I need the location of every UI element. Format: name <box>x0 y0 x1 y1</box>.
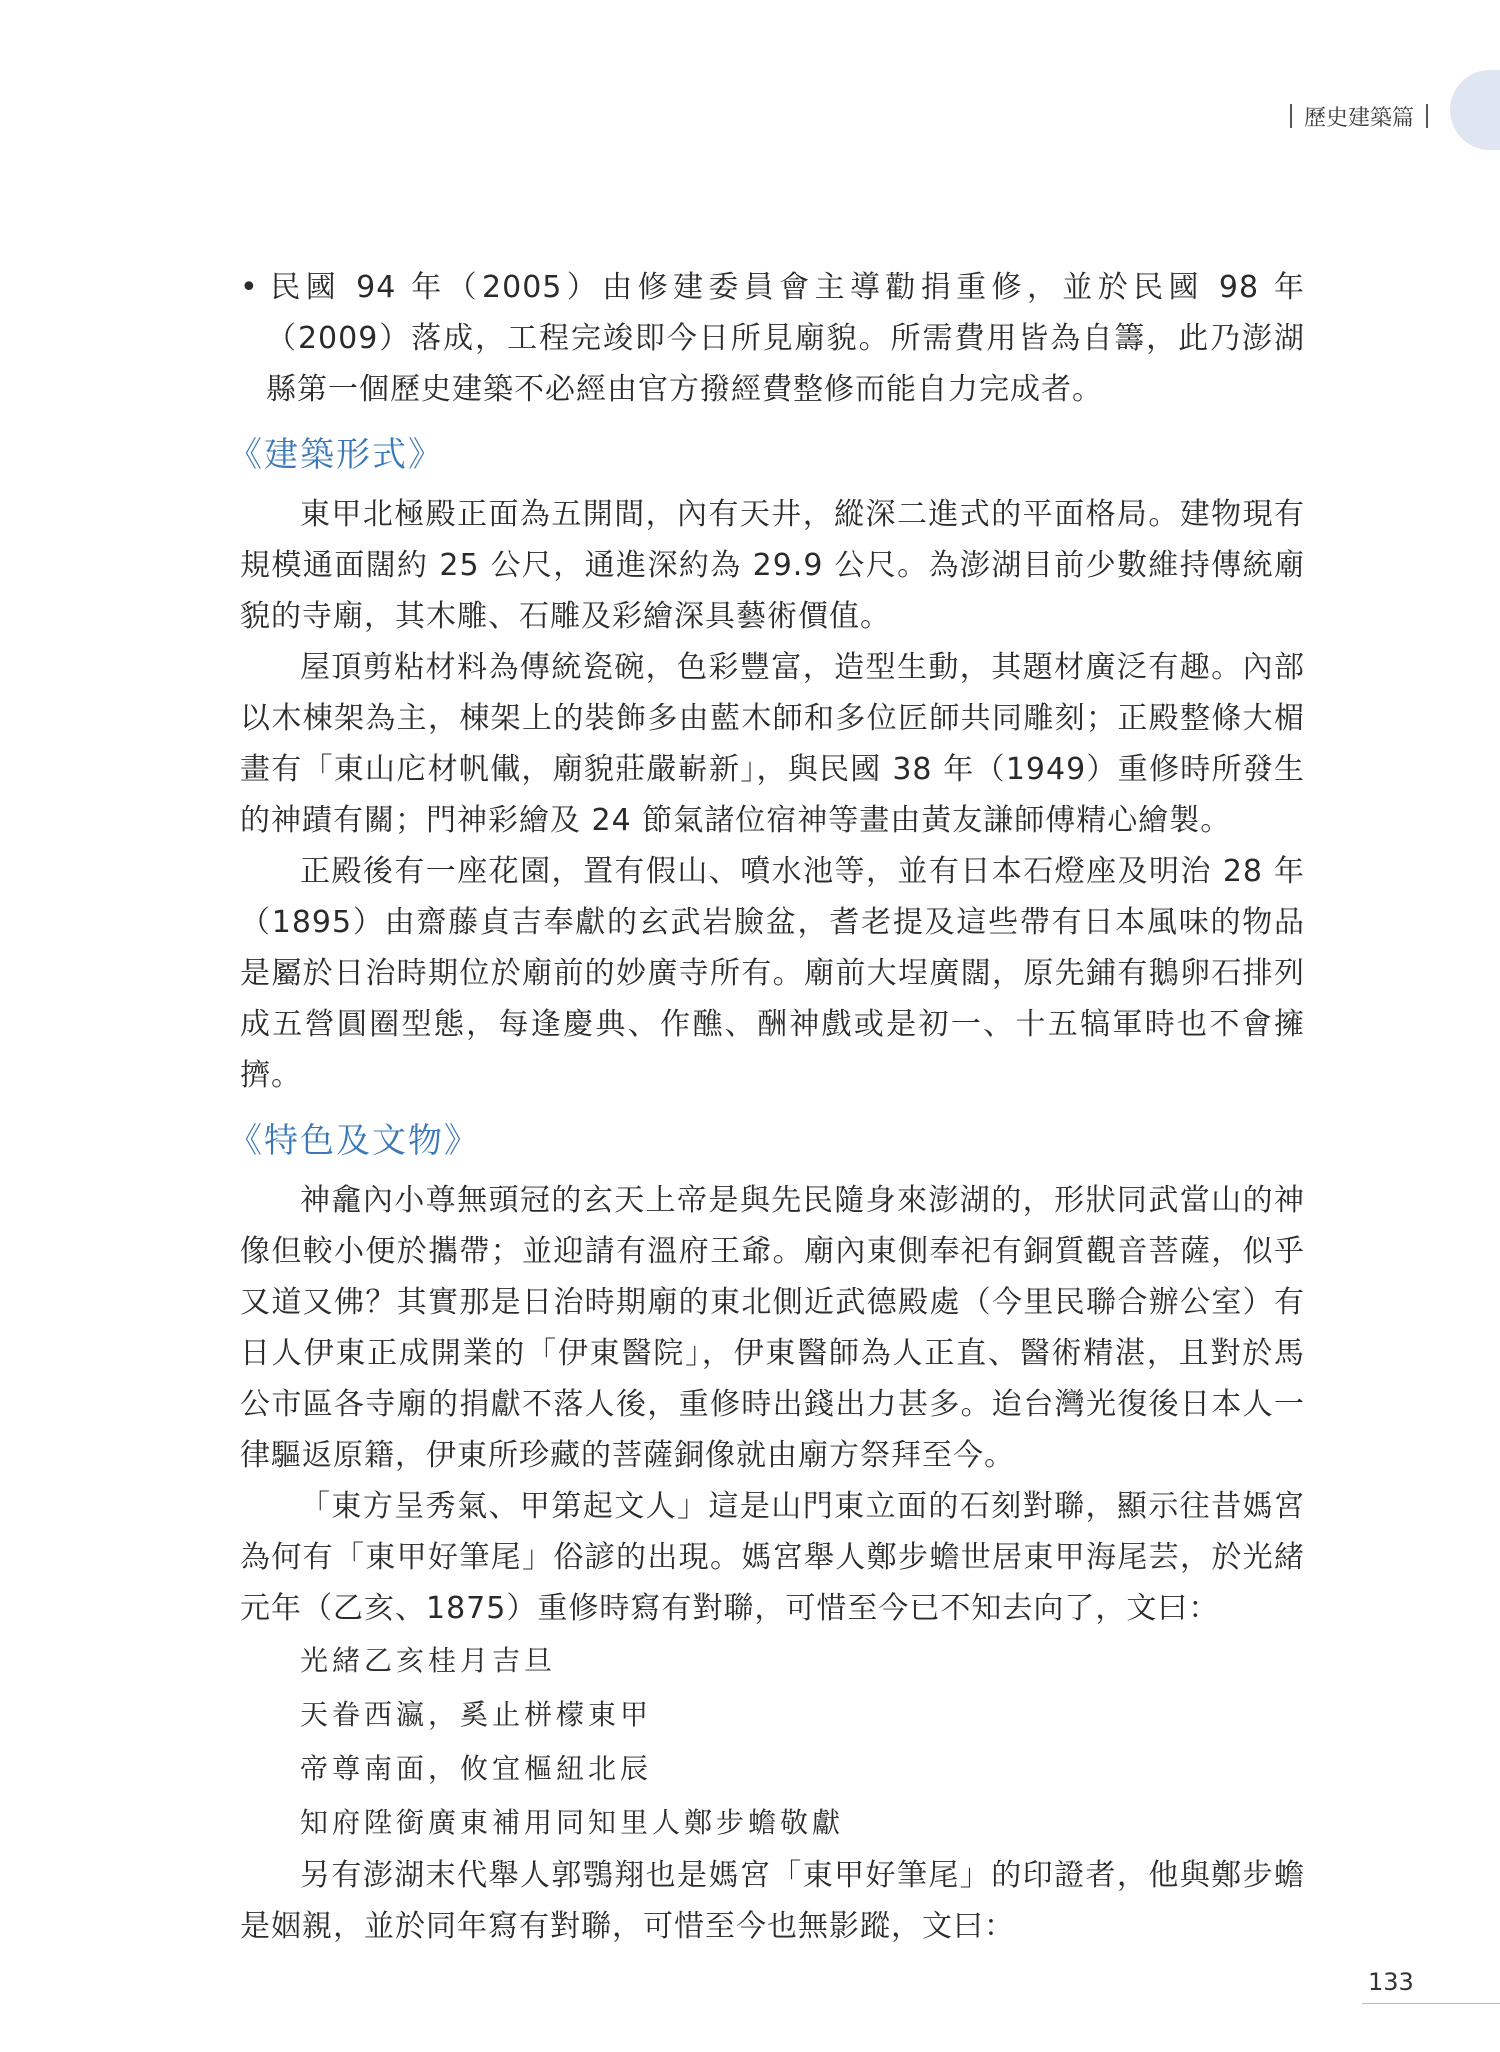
couplet-line: 帝尊南面，攸宜樞紐北辰 <box>300 1752 653 1785</box>
paragraph: 「東方呈秀氣、甲第起文人」這是山門東立面的石刻對聯，顯示往昔媽宮為何有「東甲好筆尾」俗諺的出現。媽宮舉人鄭步蟾世居東甲海尾芸，於光緒元年（乙亥、1875）重修時寫有對聯，可惜至今已不知去向了，文曰： <box>240 1489 1305 1626</box>
couplet-line: 天眷西瀛，奚止栟檬東甲 <box>300 1698 653 1731</box>
paragraph: 另有澎湖末代舉人郭鶚翔也是媽宮「東甲好筆尾」的印證者，他與鄭步蟾是姻親，並於同年寫有對聯，可惜至今也無影蹤，文曰： <box>240 1858 1305 1944</box>
running-header <box>1278 96 1440 136</box>
page-number: 133 <box>1368 1968 1414 1996</box>
section-heading-features: 《特色及文物》 <box>228 1121 480 1161</box>
bullet-text: 民國 94 年（2005）由修建委員會主導勸捐重修，並於民國 98 年（2009）落成，工程完竣即今日所見廟貌。所需費用皆為自籌，此乃澎湖縣第一個歷史建築不必經由官方撥經費整修而能自力完成者。 <box>266 270 1305 407</box>
paragraph: 屋頂剪粘材料為傳統瓷碗，色彩豐富，造型生動，其題材廣泛有趣。內部以木棟架為主，棟架上的裝飾多由藍木師和多位匠師共同雕刻；正殿整條大楣畫有「東山庀材帆儎，廟貌莊嚴嶄新」，與民國 38 年（1949）重修時所發生的神蹟有關；門神彩繪及 24 節氣諸位宿神等畫由黃友謙師傅精心繪製。 <box>240 650 1305 838</box>
page-number-rule <box>1362 2003 1500 2004</box>
paragraph: 神龕內小尊無頭冠的玄天上帝是與先民隨身來澎湖的，形狀同武當山的神像但較小便於攜帶；並迎請有溫府王爺。廟內東側奉祀有銅質觀音菩薩，似乎又道又佛？其實那是日治時期廟的東北側近武德殿處（今里民聯合辦公室）有日人伊東正成開業的「伊東醫院」，伊東醫師為人正直、醫術精湛，且對於馬公市區各寺廟的捐獻不落人後，重修時出錢出力甚多。迨台灣光復後日本人一律驅返原籍，伊東所珍藏的菩薩銅像就由廟方祭拜至今。 <box>240 1183 1305 1473</box>
couplet-block <box>240 1634 1305 1850</box>
bullet-icon: • <box>240 270 259 305</box>
paragraph: 東甲北極殿正面為五開間，內有天井，縱深二進式的平面格局。建物現有規模通面闊約 25 公尺，通進深約為 29.9 公尺。為澎湖目前少數維持傳統廟貌的寺廟，其木雕、石雕及彩繪深具藝術價值。 <box>240 497 1305 634</box>
header-tab-decoration <box>1450 70 1500 150</box>
paragraph: 正殿後有一座花園，置有假山、噴水池等，並有日本石燈座及明治 28 年（1895）由齋藤貞吉奉獻的玄武岩臉盆，耆老提及這些帶有日本風味的物品是屬於日治時期位於廟前的妙廣寺所有。廟前大埕廣闊，原先鋪有鵝卵石排列成五營圓圈型態，每逢慶典、作醮、酬神戲或是初一、十五犒軍時也不會擁擠。 <box>240 854 1305 1093</box>
header-divider-right <box>1426 104 1428 128</box>
bullet-paragraph <box>240 262 1305 415</box>
couplet-line: 光緒乙亥桂月吉旦 <box>300 1644 557 1677</box>
page-content <box>228 262 1305 1952</box>
couplet-line: 知府陞銜廣東補用同知里人鄭步蟾敬獻 <box>300 1806 845 1839</box>
header-divider-left <box>1290 104 1292 128</box>
header-section-title: 歷史建築篇 <box>1303 105 1414 131</box>
section-heading-architecture: 《建築形式》 <box>228 435 444 475</box>
